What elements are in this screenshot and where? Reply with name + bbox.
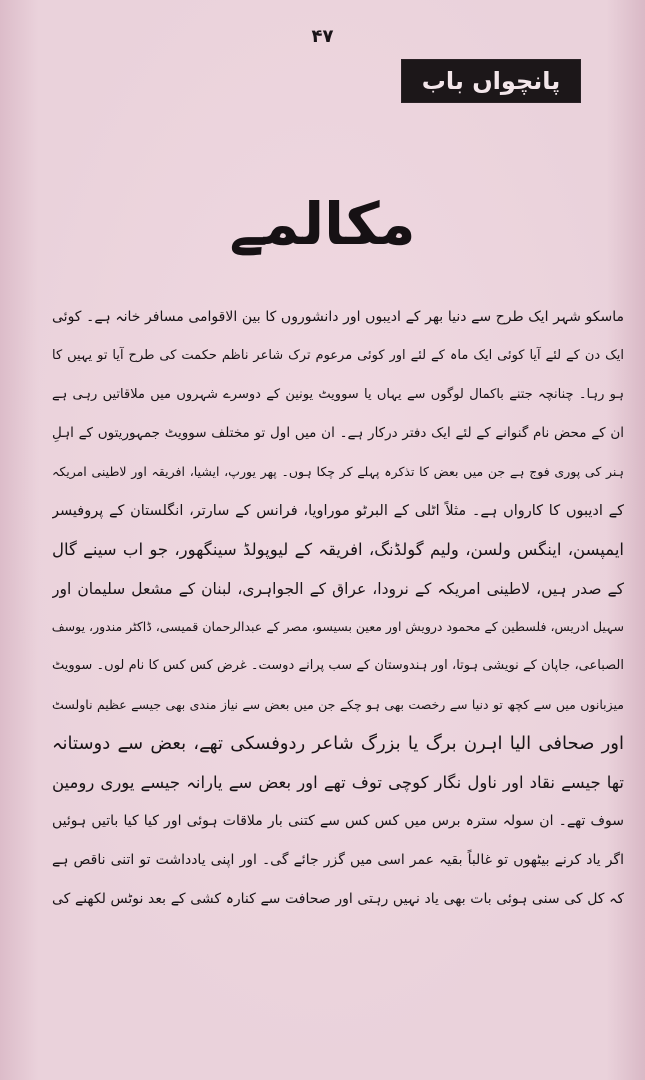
text-line-11: میزبانوں میں سے کچھ تو دنیا سے رخصت بھی ہو چکے جن میں بعض سے نیاز مندی بھی جیسے عظیم ناولسٹ bbox=[52, 696, 624, 712]
text-line-1: ماسکو شہر ایک طرح سے دنیا بھر کے ادیبوں اور دانشوروں کا بین الاقوامی مسافر خانہ ہے۔ کوئی bbox=[52, 309, 624, 325]
text-line-13: تھا جیسے نقاد اور ناول نگار کوچی توف تھے اور بعض سے یارانہ جیسے یوری رومین bbox=[52, 772, 624, 792]
text-line-14: سوف تھے۔ ان سولہ سترہ برس میں کس کس سے کتنی بار ملاقات ہوئی اور کیا کیا باتیں ہوئیں bbox=[52, 813, 624, 830]
text-line-3: ہو رہا۔ چنانچہ جتنے باکمال لوگوں سے یہاں یا سوویٹ یونین کے دوسرے شہروں میں ملاقاتیں رہی ہے bbox=[52, 386, 624, 402]
text-line-15: اگر یاد کرنے بیٹھوں تو غالباً بقیہ عمر اسی میں گزر جائے گی۔ اور اپنی یادداشت تو اتنی ناقص ہے bbox=[52, 852, 624, 869]
text-line-2: ایک دن کے لئے آیا کوئی ایک ماہ کے لئے اور کوئی مرعوم ترک شاعر ناظم حکمت کی طرح آیا تو یہیں کا bbox=[52, 347, 624, 363]
text-line-4: ان کے محض نام گنوانے کے لئے ایک دفتر درکار ہے۔ ان میں اول تو مختلف سوویٹ جمہوریتوں کے اہلِ bbox=[52, 425, 624, 442]
page-number: ۴۷ bbox=[311, 26, 334, 47]
text-line-5: ہنر کی پوری فوج ہے جن میں بعض کا تذکرہ پہلے کر چکا ہوں۔ پھر یورپ، ایشیا، افریقہ اور لاطینی امریکہ bbox=[52, 464, 624, 480]
page-title: مکالمے bbox=[229, 190, 416, 258]
text-line-6: کے ادیبوں کا کارواں ہے۔ مثلاً اٹلی کے البرٹو موراویا، فرانس کے سارتر، انگلستان کے پروفیسر bbox=[52, 502, 624, 519]
text-line-16: کہ کل کی سنی ہوئی بات بھی یاد نہیں رہتی اور صحافت سے کنارہ کشی کے بعد نوٹس لکھنے کی bbox=[52, 890, 624, 907]
body-text bbox=[52, 298, 624, 919]
text-line-7: ایمپسن، اینگس ولسن، ولیم گولڈنگ، افریقہ کے لیوپولڈ سینگھور، جو اب سینے گال bbox=[52, 539, 624, 559]
chapter-label: پانچواں باب bbox=[402, 60, 580, 102]
text-line-12: اور صحافی الیا اہرن برگ یا بزرگ شاعر ردوفسکی تھے، بعض سے دوستانہ bbox=[52, 732, 624, 754]
text-line-10: الصباعی، جاپان کے نویشی ہوتا، اور ہندوستان کے سب پرانے دوست۔ غرض کس کس کا نام لوں۔ سوویٹ bbox=[52, 658, 624, 674]
text-line-8: کے صدر ہیں، لاطینی امریکہ کے نرودا، عراق کے الجواہری، لبنان کے مشعل سلیمان اور bbox=[52, 579, 624, 598]
text-line-9: سہیل ادریس، فلسطین کے محمود درویش اور معین بسیسو، مصر کے عبدالرحمان قمیسی، ڈاکٹر مندور، یوسف bbox=[52, 619, 624, 635]
